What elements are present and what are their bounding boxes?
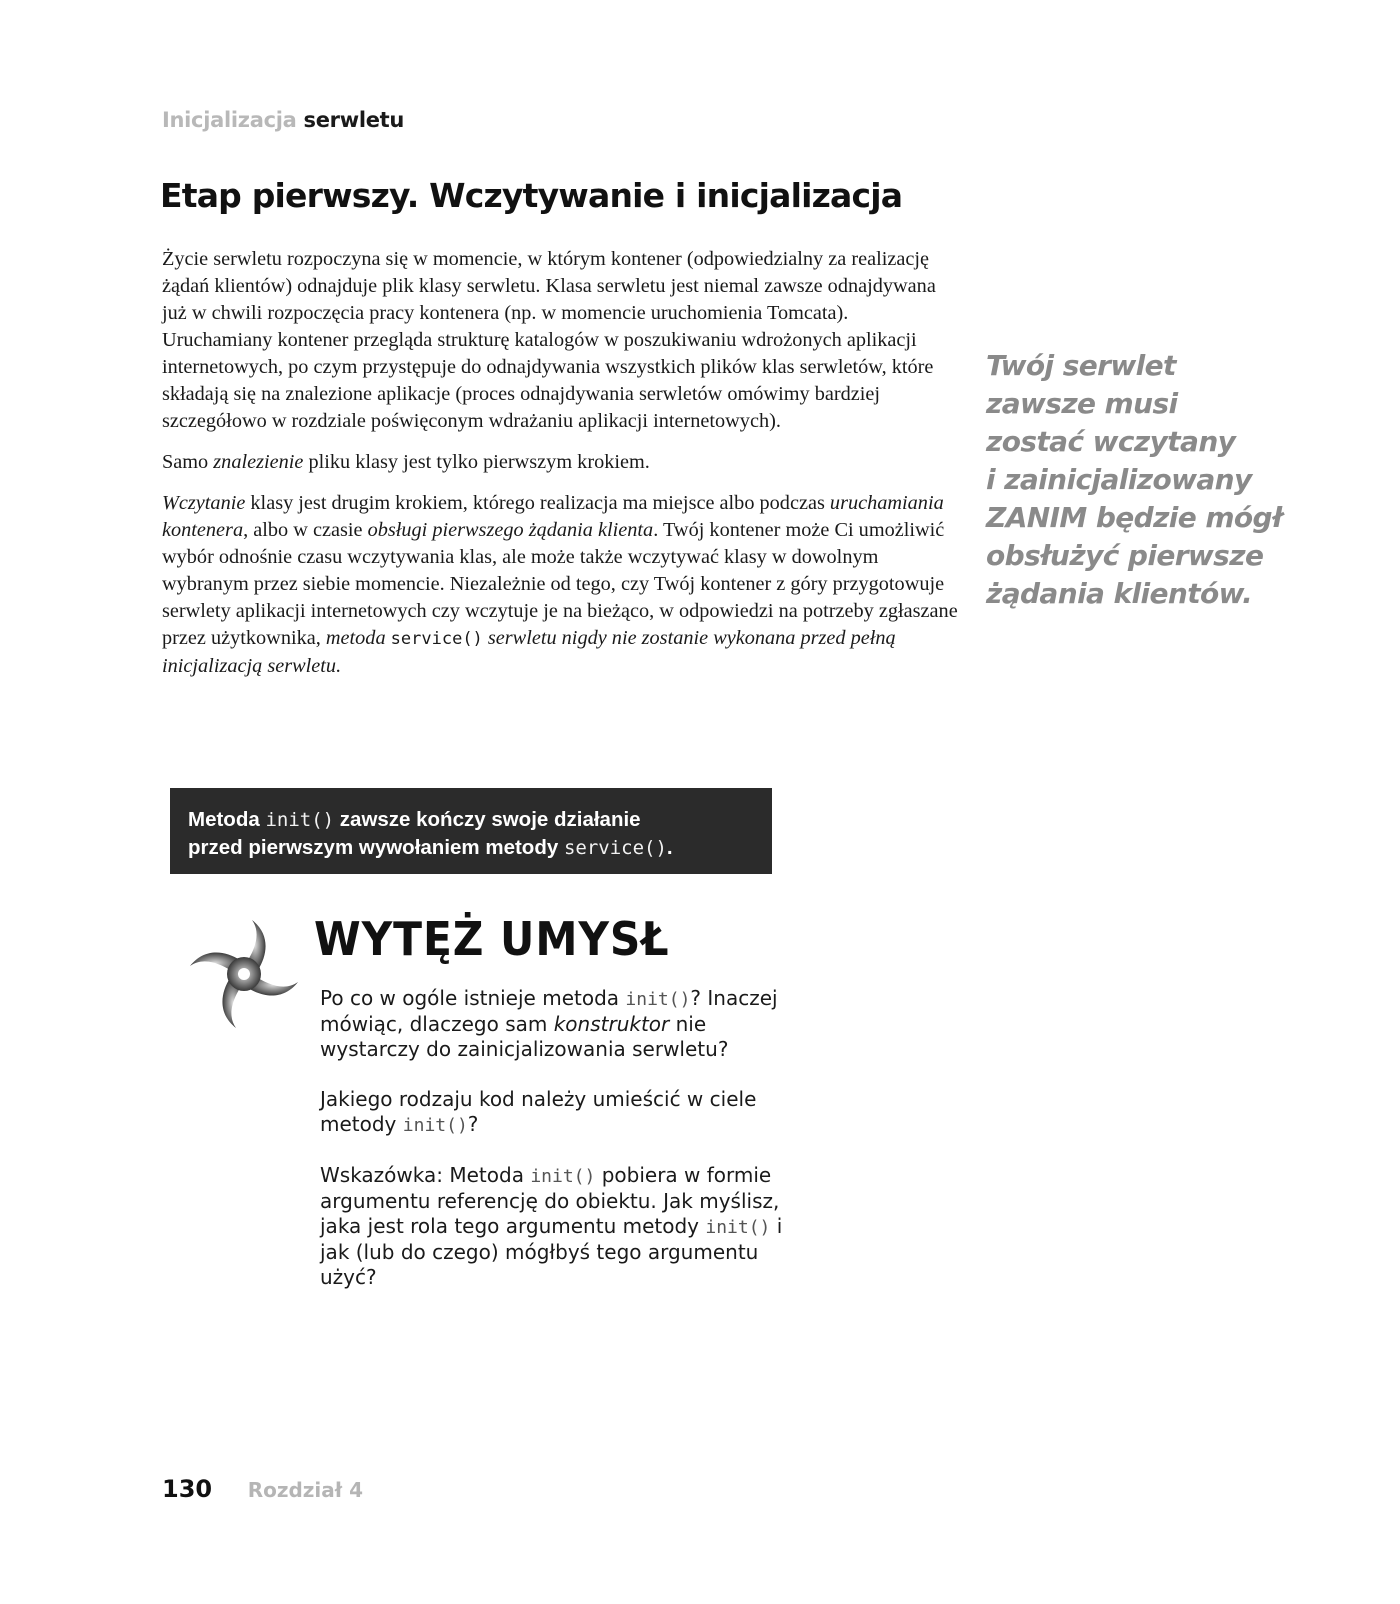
code-inline: init(): [705, 1217, 771, 1238]
emphasis: serwletu nigdy nie zostanie wykonana przed pełną inicjalizacją serwletu.: [162, 627, 896, 677]
text-run: Wskazówka: Metoda: [320, 1163, 531, 1187]
text-run: pliku klasy jest tylko pierwszym krokiem.: [303, 451, 650, 473]
text-run: zawsze kończy swoje działanie: [334, 808, 641, 831]
code-inline: init(): [265, 809, 335, 831]
question-1: [320, 986, 790, 1062]
text-run: ?: [467, 1112, 479, 1136]
side-note-line: Twój serwlet: [986, 349, 1176, 382]
page-title: Etap pierwszy. Wczytywanie i inicjalizacja: [160, 176, 903, 215]
question-3: [320, 1163, 790, 1290]
running-header: [162, 108, 404, 132]
side-note-line: i zainicjalizowany: [986, 463, 1252, 496]
text-run: .: [666, 836, 673, 859]
body-text: [162, 246, 962, 694]
text-run: Jakiego rodzaju kod należy umieścić w ciele metody: [320, 1087, 757, 1136]
callout-line: [188, 834, 754, 862]
text-run: klasy jest drugim krokiem, którego realizacja ma miejsce albo podczas: [245, 492, 830, 514]
text-run: . Twój kontener może Ci umożliwić wybór odnośnie czasu wczytywania klas, ale może także wczytywać klasy w dowolnym wybranym przez siebie momencie. Niezależnie od tego, czy Twój kontener z góry przygotowuje serwlety aplikacji internetowych czy wczytuje je na bieżąco, w odpowiedzi na potrzeby zgłaszane przez użytkownika,: [162, 519, 958, 649]
emphasis: metoda: [325, 627, 386, 649]
callout-line: [188, 806, 754, 834]
emphasis: Wczytanie: [162, 492, 246, 514]
paragraph-1: Życie serwletu rozpoczyna się w momencie, w którym kontener (odpowiedzialny za realizację żądań klientów) odnajduje plik klasy serwletu. Klasa serwletu jest niemal zawsze odnajdywana już w chwili rozpoczęcia pracy kontenera (np. w momencie uruchomienia Tomcata). Uruchamiany kontener przegląda strukturę katalogów w poszukiwaniu wdrożonych aplikacji internetowych, po czym przystępuje do odnajdywania wszystkich plików klas serwletów, które składają się na znalezione aplikacje (proces odnajdywania serwletów omówimy bardziej szczegółowo w rozdziale poświęconym wdrażaniu aplikacji internetowych).: [162, 248, 936, 432]
question-2: [320, 1087, 790, 1138]
emphasis: konstruktor: [553, 1012, 670, 1036]
chapter-label: Rozdział 4: [247, 1478, 364, 1502]
section-label-bold: serwletu: [303, 108, 405, 132]
code-inline: service(): [563, 837, 667, 859]
text-run: pobiera w formie argumentu referencję do obiektu. Jak myślisz, jaka jest rola tego argumentu metody: [320, 1163, 780, 1238]
text-run: Po co w ogóle istnieje metoda: [320, 986, 626, 1010]
shuriken-icon: [188, 920, 300, 1028]
text-run: przed pierwszym wywołaniem metody: [188, 836, 564, 859]
emphasis: uruchamiania kontenera: [162, 492, 944, 541]
text-run: i jak (lub do czego) mógłbyś tego argumentu użyć?: [320, 1214, 783, 1289]
page-footer: [162, 1475, 363, 1503]
side-note-line: zostać wczytany: [986, 425, 1236, 458]
side-note-line: ZANIM będzie mógł: [986, 501, 1282, 534]
text-run: ? Inaczej mówiąc, dlaczego sam: [320, 986, 778, 1036]
side-note-line: zawsze musi: [986, 387, 1178, 420]
paragraph-3: [162, 490, 962, 680]
code-inline: init(): [402, 1115, 468, 1136]
text-run: Samo: [162, 451, 214, 473]
callout-box: [170, 788, 772, 874]
paragraph-2: [162, 449, 962, 476]
emphasis: obsługi pierwszego żądania klienta: [367, 519, 654, 541]
side-note-line: żądania klientów.: [986, 577, 1253, 610]
text-run: , albo w czasie: [243, 519, 368, 541]
code-inline: init(): [530, 1166, 596, 1187]
code-inline: service(): [390, 629, 483, 649]
side-note-line: obsłużyć pierwsze: [986, 539, 1264, 572]
text-run: nie wystarczy do zainicjalizowania serwletu?: [320, 1012, 729, 1061]
section-label: Inicjalizacja: [162, 108, 297, 132]
page-number: 130: [162, 1475, 213, 1503]
brain-power-title: WYTĘŻ UMYSŁ: [314, 912, 670, 966]
brain-power-questions: [320, 986, 790, 1315]
text-run: Metoda: [188, 808, 266, 831]
side-note: [986, 347, 1282, 613]
emphasis: znalezienie: [213, 451, 304, 473]
code-inline: init(): [625, 989, 691, 1010]
